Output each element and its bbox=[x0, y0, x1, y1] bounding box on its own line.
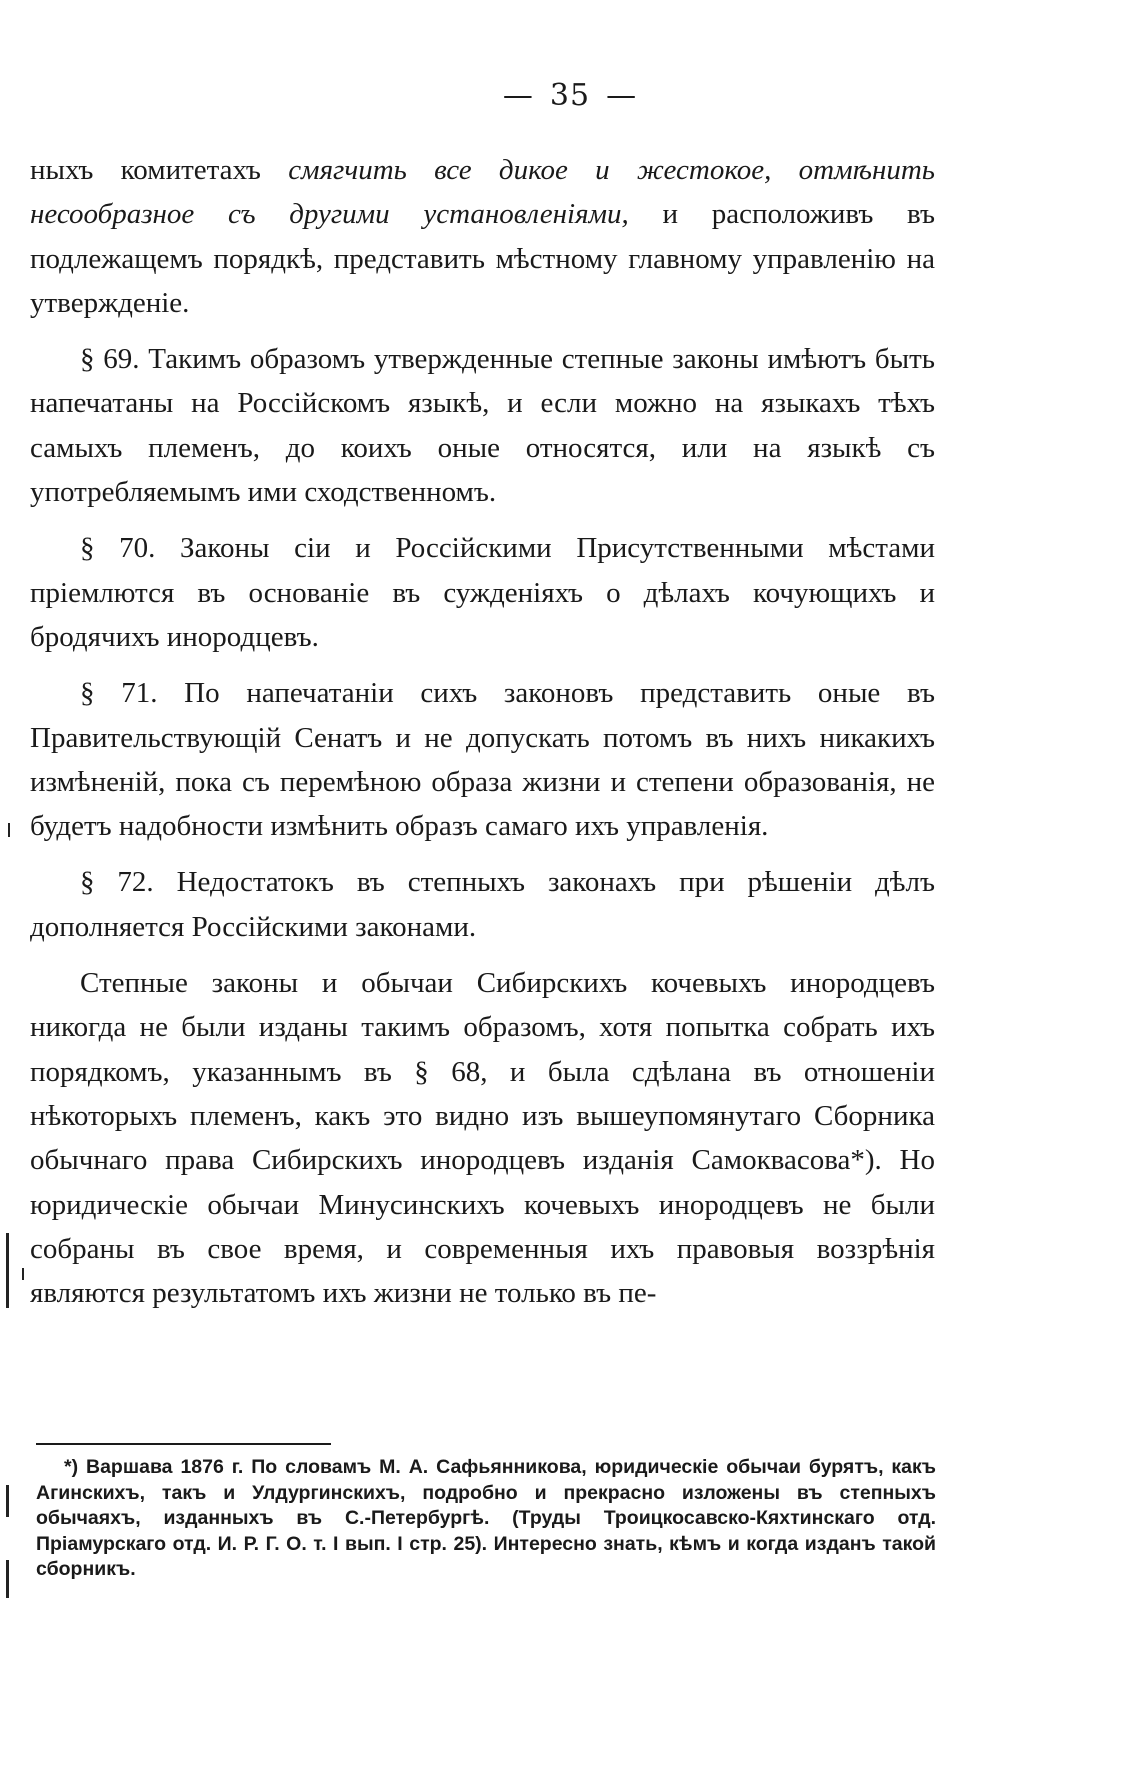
continuation-text-start: ныхъ комитетахъ bbox=[30, 154, 289, 186]
page-header bbox=[0, 78, 1140, 113]
page-number: 35 bbox=[549, 78, 591, 113]
scan-mark bbox=[8, 823, 10, 837]
footnote: *) Варшава 1876 г. По словамъ М. А. Сафьянникова, юридическіе обычаи бурятъ, какъ Агинскихъ, такъ и Улдургинскихъ, подробно и прекрасно изложены въ степныхъ обычаяхъ, изданныхъ въ С.-Петербургѣ. (Труды Троицкосавско-Кяхтинскаго отд. Пріамурскаго отд. И. Р. Г. О. т. I вып. I стр. 25). Интересно знать, кѣмъ и когда изданъ такой сборникъ. bbox=[36, 1456, 936, 1580]
section-71-paragraph: § 71. По напечатаніи сихъ законовъ представить оные въ Правительствующій Сенатъ и не допускать потомъ въ нихъ никакихъ измѣненій, пока съ перемѣною образа жизни и степени образованія, не будетъ надобности измѣнить образъ самаго ихъ управленія. bbox=[30, 677, 935, 843]
continuation-italic-text: смягчить все дикое и жестокое, отмѣнить несообразное съ другими установленіями, bbox=[30, 154, 935, 231]
section-72-paragraph: § 72. Недостатокъ въ степныхъ законахъ при рѣшеніи дѣлъ дополняется Россійскими законами. bbox=[30, 866, 935, 943]
section-69-paragraph: § 69. Такимъ образомъ утвержденные степные законы имѣютъ быть напечатаны на Россійскомъ языкѣ, и если можно на языкахъ тѣхъ самыхъ племенъ, до коихъ оные относятся, или на языкѣ съ употребляемымъ ими сходственномъ. bbox=[30, 343, 935, 509]
section-70-paragraph: § 70. Законы сіи и Россійскими Присутственными мѣстами пріемлются въ основаніе въ сужденіяхъ о дѣлахъ кочующихъ и бродячихъ инородцевъ. bbox=[30, 532, 935, 653]
scan-mark bbox=[6, 1560, 9, 1598]
header-dash-right: — bbox=[606, 78, 638, 113]
scan-mark bbox=[6, 1233, 9, 1308]
footnote-divider bbox=[36, 1443, 331, 1445]
commentary-paragraph: Степные законы и обычаи Сибирскихъ кочевыхъ инородцевъ никогда не были изданы такимъ образомъ, хотя попытка собрать ихъ порядкомъ, указаннымъ въ § 68, и была сдѣлана въ отношеніи нѣкоторыхъ племенъ, какъ это видно изъ вышеупомянутаго Сборника обычнаго права Сибирскихъ инородцевъ изданія Самоквасова*). Но юридическіе обычаи Минусинскихъ кочевыхъ инородцевъ не были собраны въ свое время, и современныя ихъ правовыя воззрѣнія являются результатомъ ихъ жизни не только въ пе- bbox=[30, 967, 935, 1310]
continuation-paragraph bbox=[30, 148, 935, 325]
header-dash-left: — bbox=[502, 78, 534, 113]
main-text bbox=[30, 148, 935, 1315]
continuation-text-end: и расположивъ въ подлежащемъ порядкѣ, представить мѣстному главному управленію на утвержденіе. bbox=[30, 198, 935, 319]
scan-mark bbox=[6, 1485, 9, 1517]
scan-mark bbox=[22, 1268, 24, 1280]
